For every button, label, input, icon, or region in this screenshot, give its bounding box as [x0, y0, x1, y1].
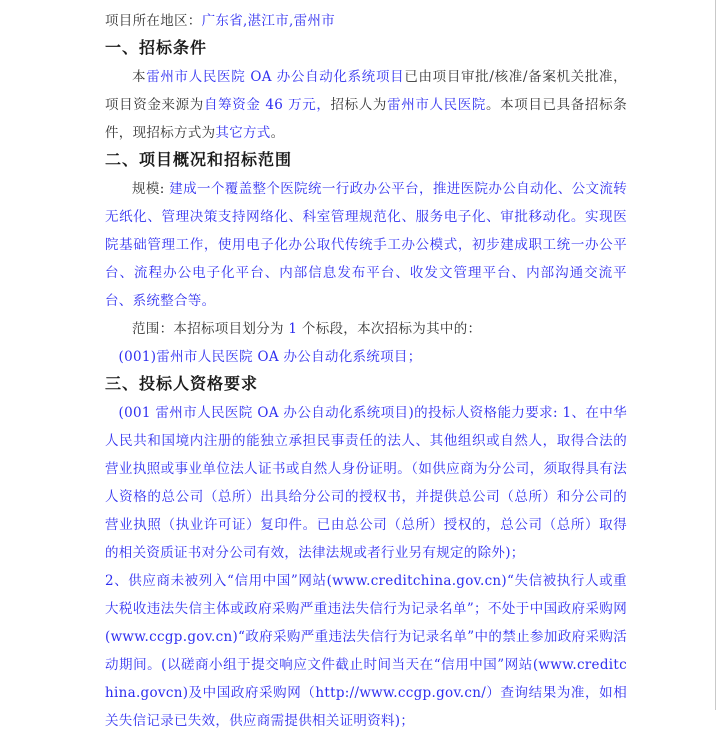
text-run-blue: 1 — [288, 321, 298, 337]
text-run-blue: 其它方式 — [215, 125, 271, 141]
text-run-blue: 雷州市人民医院 — [387, 97, 486, 113]
project-location-line — [105, 7, 627, 35]
text-run-blue: (001 雷州市人民医院 OA 办公自动化系统项目)的投标人资格能力要求: 1、在中华人民共和国境内注册的能独立承担民事责任的法人、其他组织或自然人，取得合法的营业执照或事业单位法人证书或自然人身份证明。（如供应商为分公司，须取得具有法人资格的总公司（总所）出具给分公司的授权书，并提供总公司（总所）和分公司的营业执照（执业许可证）复印件。已由总公司（总所）授权的，总公司（总所）取得的相关资质证书对分公司有效，法律法规或者行业另有规定的除外)； — [105, 405, 627, 561]
section-heading-2: 二、项目概况和招标范围 — [105, 152, 293, 169]
section-heading-1: 一、招标条件 — [105, 40, 208, 57]
text-run-blue: 雷州市人民医院 OA 办公自动化系统项目 — [146, 69, 405, 85]
qualification-requirement-1-paragraph — [105, 399, 627, 567]
text-run-black: 项目所在地区： — [105, 13, 202, 29]
project-range-paragraph — [105, 315, 627, 343]
text-run-blue: 广东省,湛江市,雷州市 — [201, 13, 335, 29]
text-run-blue: (001)雷州市人民医院 OA 办公自动化系统项目； — [118, 349, 422, 365]
text-run-blue: 建成一个覆盖整个医院统一行政办公平台，推进医院办公自动化、公文流转无纸化、管理决策支持网络化、科室管理规范化、服务电子化、审批移动化。实现医院基础管理工作，使用电子化办公取代传统手工办公模式，初步建成职工统一办公平台、流程办公电子化平台、内部信息发布平台、收发文管理平台、内部沟通交流平台、系统整合等。 — [105, 181, 627, 309]
text-run-black: 范围：本招标项目划分为 — [132, 321, 289, 337]
text-run-black: 招标人为 — [330, 97, 388, 113]
section-heading-3: 三、投标人资格要求 — [105, 376, 259, 393]
project-scale-paragraph — [105, 175, 627, 315]
text-run-black: 规模: — [132, 181, 170, 197]
bidding-conditions-paragraph — [105, 63, 627, 147]
text-run-blue: 自筹资金 46 万元， — [203, 97, 331, 113]
text-run-black: 。本项目已具备招标条件，现招标方式为 — [105, 97, 628, 141]
text-run-black: 个标段，本次招标为其中的： — [297, 321, 482, 337]
text-run-black: 本 — [132, 69, 147, 85]
lot-001-line — [105, 343, 627, 371]
text-run-black: 。 — [270, 125, 285, 141]
text-run-black: 已由项目审批/核准/备案机关批准，项目资金来源为 — [105, 69, 627, 113]
document-body — [105, 7, 627, 735]
text-run-blue: 2、供应商未被列入“信用中国”网站(www.creditchina.gov.cn)“失信被执行人或重大税收违法失信主体或政府采购严重违法失信行为记录名单”；不处于中国政府采购网(www.ccgp.gov.cn)“政府采购严重违法失信行为记录名单”中的禁止参加政府采购活动期间。(以磋商小组于提交响应文件截止时间当天在“信用中国”网站(www.creditchina.govcn)及中国政府采购网（http://www.ccgp.gov.cn/）查询结果为准，如相关失信记录已失效，供应商需提供相关证明资料)； — [105, 573, 627, 729]
